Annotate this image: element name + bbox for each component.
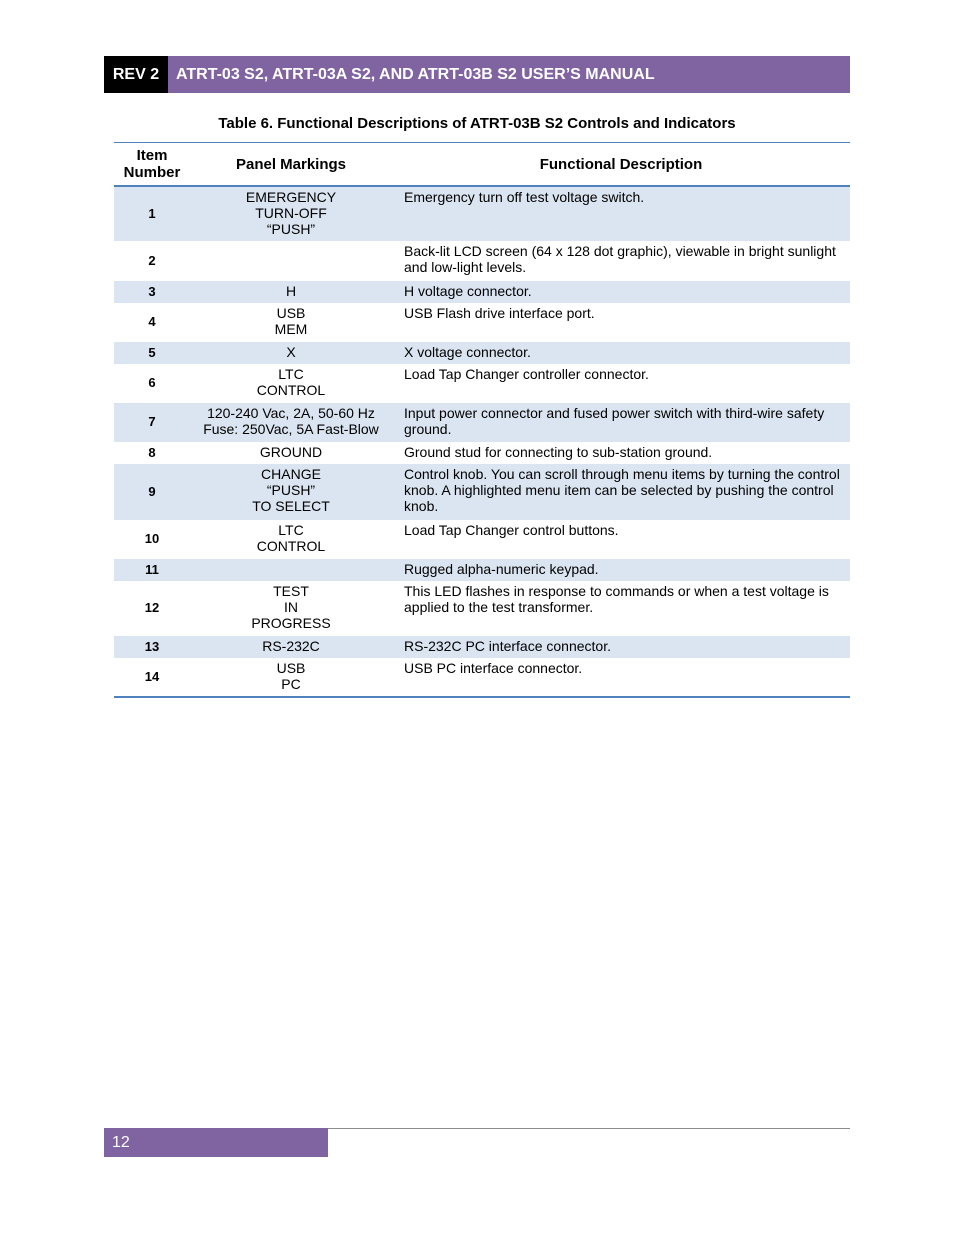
functional-description: Rugged alpha-numeric keypad. — [392, 559, 850, 581]
panel-marking — [190, 303, 392, 342]
table-row — [114, 303, 850, 342]
table-row — [114, 636, 850, 658]
table-row — [114, 364, 850, 403]
panel-marking-line: LTC — [278, 522, 304, 538]
panel-marking-line: 120-240 Vac, 2A, 50-60 Hz — [207, 405, 375, 421]
item-number: 5 — [114, 342, 190, 364]
panel-marking-line: USB — [276, 305, 306, 321]
panel-marking-line: PC — [281, 676, 301, 692]
panel-marking — [190, 636, 392, 658]
panel-marking-line: TO SELECT — [252, 498, 330, 514]
panel-marking-line: H — [285, 283, 297, 299]
table-caption: Table 6. Functional Descriptions of ATRT-03B S2 Controls and Indicators — [218, 115, 736, 132]
table-row — [114, 342, 850, 364]
functional-description: Control knob. You can scroll through menu items by turning the control knob. A highlighted menu item can be selected by pushing the control knob. — [392, 464, 850, 520]
panel-marking — [190, 281, 392, 303]
panel-marking — [190, 658, 392, 697]
item-number: 3 — [114, 281, 190, 303]
panel-marking-line: CONTROL — [256, 538, 326, 554]
item-number: 4 — [148, 314, 156, 329]
panel-marking — [190, 364, 392, 403]
panel-marking-line: IN — [284, 599, 298, 615]
item-number: 2 — [148, 252, 156, 268]
page-number: 12 — [104, 1128, 328, 1157]
table-row — [114, 581, 850, 636]
manual-title: ATRT-03 S2, ATRT-03A S2, AND ATRT-03B S2 USER’S MANUAL — [168, 56, 850, 93]
panel-marking-line: “PUSH” — [266, 482, 316, 498]
table-row — [114, 442, 850, 464]
functional-description: H voltage connector. — [392, 281, 850, 303]
panel-marking-line: MEM — [274, 321, 308, 337]
functional-description: Ground stud for connecting to sub-station ground. — [404, 444, 713, 460]
panel-marking-line: USB — [276, 660, 306, 676]
panel-marking-line: LTC — [278, 366, 304, 382]
table-row — [114, 241, 850, 281]
panel-marking-line: TEST — [273, 583, 309, 599]
functional-description: USB PC interface connector. — [392, 658, 850, 697]
revision-badge: REV 2 — [104, 56, 168, 93]
functional-description: X voltage connector. — [392, 342, 850, 364]
panel-marking-line: TURN-OFF — [255, 205, 327, 221]
item-number: 9 — [114, 464, 190, 520]
page-header — [104, 56, 850, 93]
panel-marking-line: CHANGE — [261, 466, 321, 482]
item-number: 7 — [114, 403, 190, 442]
panel-marking-line: RS-232C — [262, 638, 320, 654]
functional-description: Load Tap Changer controller connector. — [404, 366, 649, 382]
functional-description: Load Tap Changer control buttons. — [404, 522, 619, 538]
panel-marking-line: PROGRESS — [251, 615, 331, 631]
header-item-number: Item Number — [114, 143, 190, 187]
panel-marking-line: GROUND — [259, 444, 323, 460]
functional-descriptions-table — [114, 142, 850, 698]
item-number: 8 — [148, 444, 156, 460]
item-number: 6 — [148, 375, 156, 390]
panel-marking-line: X — [286, 344, 296, 360]
functional-description: RS-232C PC interface connector. — [392, 636, 850, 658]
panel-marking — [190, 241, 392, 281]
item-number: 13 — [114, 636, 190, 658]
table-row — [114, 464, 850, 520]
table-body — [114, 186, 850, 697]
panel-marking-line: EMERGENCY — [245, 189, 337, 205]
item-number: 14 — [114, 658, 190, 697]
panel-marking — [190, 559, 392, 581]
item-number: 1 — [114, 186, 190, 241]
item-number: 11 — [114, 559, 190, 581]
table-row — [114, 520, 850, 559]
panel-marking — [190, 186, 392, 241]
table-row — [114, 658, 850, 697]
panel-marking — [190, 520, 392, 559]
table-header-row — [114, 143, 850, 187]
functional-description: USB Flash drive interface port. — [404, 305, 595, 321]
functional-description: Back-lit LCD screen (64 x 128 dot graphic), viewable in bright sunlight and low-light levels. — [404, 243, 836, 275]
panel-marking-line: Fuse: 250Vac, 5A Fast-Blow — [203, 421, 379, 437]
header-functional-description: Functional Description — [392, 143, 850, 187]
table-row — [114, 186, 850, 241]
header-panel-markings: Panel Markings — [190, 143, 392, 187]
functional-description: Emergency turn off test voltage switch. — [392, 186, 850, 241]
panel-marking — [190, 464, 392, 520]
table-row — [114, 559, 850, 581]
functional-description: This LED flashes in response to commands or when a test voltage is applied to the test transformer. — [404, 583, 829, 615]
panel-marking-line: CONTROL — [256, 382, 326, 398]
panel-marking — [190, 442, 392, 464]
panel-marking-line: “PUSH” — [266, 221, 316, 237]
panel-marking — [190, 403, 392, 442]
panel-marking — [190, 342, 392, 364]
functional-description: Input power connector and fused power switch with third-wire safety ground. — [392, 403, 850, 442]
item-number: 12 — [144, 600, 160, 615]
table-row — [114, 281, 850, 303]
item-number: 10 — [144, 531, 160, 546]
table-row — [114, 403, 850, 442]
panel-marking — [190, 581, 392, 636]
